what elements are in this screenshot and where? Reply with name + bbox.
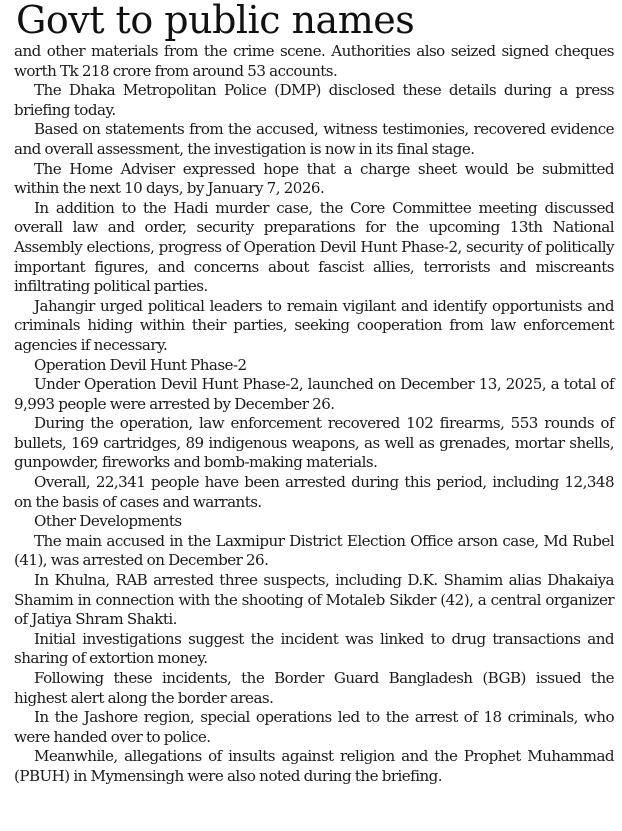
paragraph: Based on statements from the accused, witness testimonies, recovered evidence and overall assessment, the investigation is now in its final stage.	[14, 120, 614, 158]
headline: Govt to public names	[16, 0, 415, 42]
article-body	[14, 42, 614, 787]
paragraph: The Dhaka Metropolitan Police (DMP) disclosed these details during a press briefing today.	[14, 81, 614, 119]
paragraph: Jahangir urged political leaders to remain vigilant and identify opportunists and criminals hiding within their parties, seeking cooperation from law enforcement agencies if necessary.	[14, 296, 614, 354]
paragraph: During the operation, law enforcement recovered 102 firearms, 553 rounds of bullets, 169 cartridges, 89 indigenous weapons, as well as grenades, mortar shells, gunpowder, fireworks and bomb-making materials.	[14, 414, 614, 472]
paragraph: The Home Adviser expressed hope that a charge sheet would be submitted within the next 10 days, by January 7, 2026.	[14, 159, 614, 198]
paragraph: The main accused in the Laxmipur District Election Office arson case, Md Rubel (41), was arrested on December 26.	[14, 531, 614, 570]
paragraph: Following these incidents, the Border Guard Bangladesh (BGB) issued the highest alert along the border areas.	[14, 669, 614, 707]
section-subhead: Other Developments	[34, 512, 182, 531]
paragraph: Overall, 22,341 people have been arrested during this period, including 12,348 on the basis of cases and warrants.	[14, 473, 614, 511]
section-subhead: Operation Devil Hunt Phase-2	[34, 355, 247, 374]
paragraph: In Khulna, RAB arrested three suspects, including D.K. Shamim alias Dhakaiya Shamim in connection with the shooting of Motaleb Sikder (42), a central organizer of Jatiya Shram Shakti.	[14, 571, 614, 629]
paragraph: Under Operation Devil Hunt Phase-2, launched on December 13, 2025, a total of 9,993 people were arrested by December 26.	[14, 375, 614, 413]
paragraph: Meanwhile, allegations of insults against religion and the Prophet Muhammad (PBUH) in Mymensingh were also noted during the briefing.	[14, 747, 614, 785]
paragraph: Initial investigations suggest the incident was linked to drug transactions and sharing of extortion money.	[14, 629, 614, 668]
paragraph: In addition to the Hadi murder case, the Core Committee meeting discussed overall law and order, security preparations for the upcoming 13th National Assembly elections, progress of Operation Devil Hunt Phase-2, security of politically important figures, and concerns about fascist allies, terrorists and miscreants infiltrating political parties.	[14, 198, 614, 296]
paragraph: In the Jashore region, special operations led to the arrest of 18 criminals, who were handed over to police.	[14, 708, 614, 746]
paragraph: and other materials from the crime scene. Authorities also seized signed cheques worth Tk 218 crore from around 53 accounts.	[14, 42, 614, 80]
